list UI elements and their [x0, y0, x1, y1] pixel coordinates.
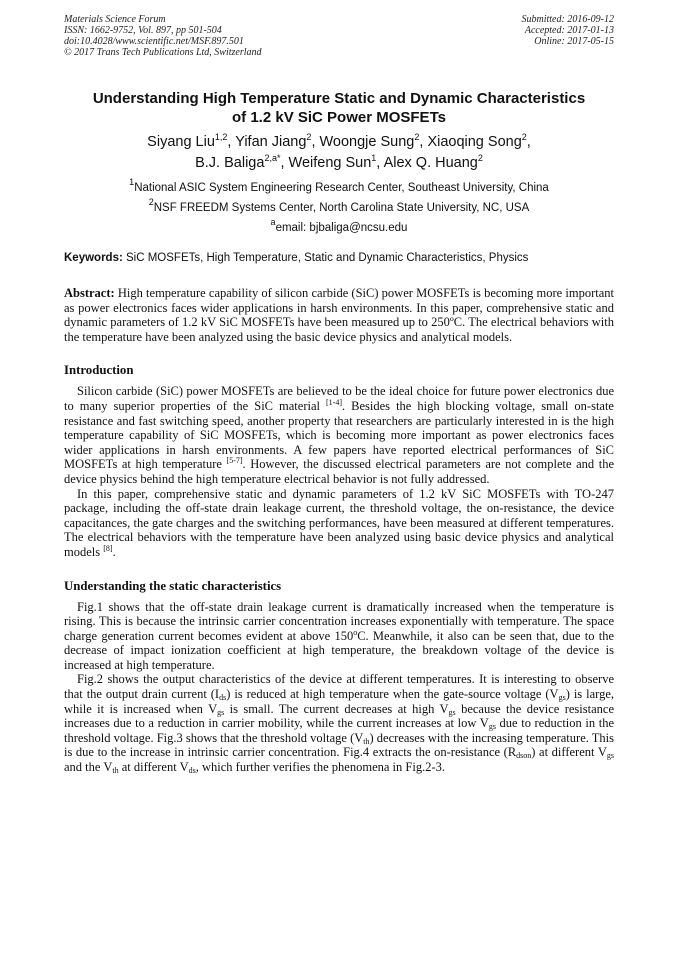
author-name: Weifeng Sun [288, 155, 372, 171]
author-affil-mark: 2 [521, 132, 527, 142]
subscript: ds [188, 766, 196, 776]
authors-line-2: B.J. Baliga$^{2,a*}$, Weifeng Sun$^1$, Alex Q. Huang$^2$ [195, 153, 483, 171]
issn: ISSN: 1662-9752, Vol. 897, pp 501-504 [64, 25, 222, 36]
affiliations [64, 177, 614, 235]
citation: [5-7] [226, 456, 243, 466]
affiliation-mark: 2 [148, 197, 154, 207]
paper-title [64, 89, 614, 127]
text-run: because the device resistance increases due to a reduction in carrier mobility, while the current increases at low V [64, 701, 614, 731]
author-affil-mark: 2 [414, 132, 420, 142]
text-run: at different V [118, 760, 189, 775]
text-run: . However, the discussed electrical parameters are not complete and the device physics behind the high temperature electrical behavior is not fully addressed. [64, 457, 615, 486]
introduction-body [64, 384, 614, 559]
subscript: ds [219, 693, 227, 703]
text-run: Fig.1 shows that the off-state drain leakage current is dramatically increased when the temperature is rising. This is because the intrinsic carrier concentration increases exponentially with temperature. The space charge generation current becomes evident at above 150 [64, 599, 614, 643]
author-affil-mark: 1 [371, 153, 377, 163]
text-run: ) decreases with the increasing temperature. This is due to the increase in intrinsic carrier concentration. Fig.4 extracts the on-resistance (R [64, 730, 614, 760]
section-heading-introduction: Introduction [64, 363, 134, 378]
corresponding-email [64, 217, 614, 235]
affiliation-mark: 1 [129, 177, 135, 187]
affiliation-2 [64, 197, 614, 215]
email-text: email: bjbaliga@ncsu.edu [275, 222, 408, 234]
paragraph [64, 672, 614, 774]
author-affil-mark: 2,a* [264, 153, 281, 163]
abstract-label: Abstract: [64, 286, 115, 300]
paragraph [64, 384, 614, 486]
author-name: Alex Q. Huang [383, 155, 478, 171]
subscript: dson [516, 751, 532, 761]
subscript: th [363, 736, 370, 746]
authors-line-1: Siyang Liu$^{1,2}$, Yifan Jiang$^2$, Woongje Sung$^2$, Xiaoqing Song$^2$, [147, 132, 531, 150]
text-run: Silicon carbide (SiC) power MOSFETs are believed to be the ideal choice for future power electronics due to many superior properties of the SiC material [64, 384, 614, 413]
subscript: th [112, 766, 119, 776]
affiliation-text: NSF FREEDM Systems Center, North Carolina State University, NC, USA [153, 202, 530, 214]
text-run: Fig.2 shows the output characteristics of the device at different temperatures. It is interesting to observe that the output drain current (I [64, 672, 614, 702]
header-left [64, 14, 262, 58]
affiliation-1 [64, 177, 614, 195]
copyright: © 2017 Trans Tech Publications Ltd, Switzerland [64, 47, 262, 58]
subscript: gs [606, 751, 614, 761]
text-run: ) is reduced at high temperature when the gate-source voltage (V [226, 687, 559, 702]
keywords-label: Keywords: [64, 252, 123, 264]
subscript: gs [448, 707, 456, 717]
degree-mark: o [353, 627, 358, 637]
journal-header [64, 14, 614, 58]
submitted-date: Submitted: 2016-09-12 [521, 14, 614, 25]
static-body [64, 600, 614, 775]
abstract-text: High temperature capability of silicon carbide (SiC) power MOSFETs is becoming more important as power electronics faces wider applications in harsh environments. In this paper, comprehensive static and dynamic parameters of 1.2 kV SiC MOSFETs have been measured up to 250ºC. The electrical behaviors with the temperature have been analyzed using the basic device physics and analytical models. [64, 286, 615, 344]
author-name: Yifan Jiang [235, 134, 307, 150]
keywords-text: SiC MOSFETs, High Temperature, Static and Dynamic Characteristics, Physics [126, 252, 529, 264]
paragraph [64, 487, 614, 560]
citation: [1-4] [326, 397, 343, 407]
text-run: and the V [64, 760, 113, 775]
header-right [522, 14, 615, 58]
journal-name: Materials Science Forum [64, 14, 166, 25]
section-heading-static: Understanding the static characteristics [64, 578, 282, 593]
subscript: gs [558, 693, 566, 703]
citation: [8] [103, 543, 113, 553]
author-name: B.J. Baliga [195, 155, 265, 171]
email-mark: a [270, 217, 276, 227]
text-run: , which further verifies the phenomena in Fig.2-3. [195, 760, 445, 775]
text-run: . Besides the high blocking voltage, small on-state resistance and fast switching speed, another property that researchers are particularly interested in is the high temperature capability of SiC MOSFETs, which is becoming more important as power electronics faces wider applications in harsh environments. A few papers have reported electrical performances of SiC MOSFETs at high temperature [64, 398, 614, 472]
author-affil-mark: 1,2 [214, 132, 228, 142]
text-run: ) at different V [531, 745, 607, 760]
author-affil-mark: 2 [306, 132, 312, 142]
keywords [64, 251, 614, 265]
text-run: ) is large, while it is increased when V [64, 687, 614, 716]
text-run: In this paper, comprehensive static and dynamic parameters of 1.2 kV SiC MOSFETs with TO-247 package, including the off-state drain leakage current, the threshold voltage, the on-resistance, the device capacitances, the gate charges and the switching performances, have been measured at different temperatures. The electrical behaviors with the temperature have been analyzed using basic device physics and analytical models [64, 486, 614, 559]
abstract [64, 286, 614, 344]
author-name: Siyang Liu [147, 134, 215, 150]
author-affil-mark: 2 [477, 153, 483, 163]
subscript: gs [488, 722, 496, 732]
accepted-date: Accepted: 2017-01-13 [524, 25, 614, 36]
paragraph [64, 600, 614, 673]
author-name: Xiaoqing Song [427, 134, 522, 150]
online-date: Online: 2017-05-15 [534, 36, 614, 47]
author-name: Woongje Sung [319, 134, 415, 150]
doi: doi:10.4028/www.scientific.net/MSF.897.501 [64, 36, 244, 47]
author-list [64, 132, 614, 174]
title-line-1: Understanding High Temperature Static and Dynamic Characteristics [92, 90, 586, 107]
title-line-2: of 1.2 kV SiC Power MOSFETs [232, 109, 446, 126]
text-run: is small. The current decreases at high V [224, 701, 449, 716]
text-run: C. Meanwhile, it also can be seen that, due to the decrease of impact ionization coefficient at high temperature, the breakdown voltage of the device is increased at high temperature. [64, 628, 614, 672]
text-run: due to reduction in the threshold voltage. Fig.3 shows that the threshold voltage (V [64, 716, 614, 745]
affiliation-text: National ASIC System Engineering Research Center, Southeast University, China [134, 182, 549, 194]
subscript: gs [217, 707, 225, 717]
text-run: . [112, 544, 116, 559]
